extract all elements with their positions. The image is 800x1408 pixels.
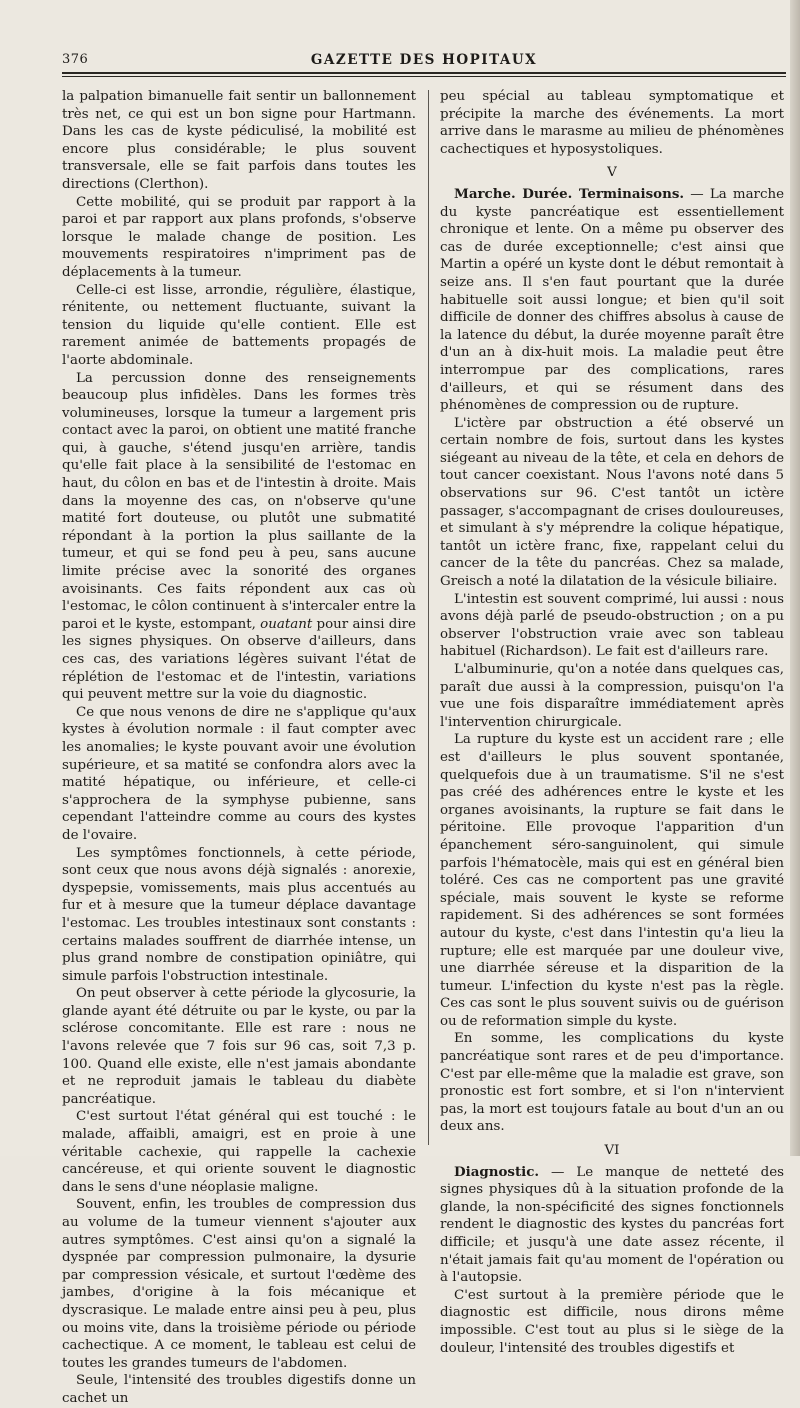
paragraph: La rupture du kyste est un accident rare ; elle est d'ailleurs le plus souvent spontanée, quelquefois due à un traumatisme. S'il ne s'est pas créé des adhérences entre le kyste et les organes avoisinants, la rupture se fait dans le péritoine. Elle provoque l'apparition d'un épanchement séro-sanguinolent, qui simule parfois l'hématocèle, mais qui est en général bien toléré. Ces cas ne comportent pas une gravité spéciale, mais souvent le kyste se reforme rapidement. Si des adhérences se sont formées autour du kyste, c'est dans l'intestin qu'a lieu la rupture; elle est marquée par une douleur vive, une diarrhée séreuse et la disparition de la tumeur. L'infection du kyste n'est pas la règle. Ces cas sont le plus souvent suivis ou de guérison ou de reformation simple du kyste.	[440, 732, 784, 1029]
journal-title: GAZETTE DES HOPITAUX	[310, 52, 538, 68]
paragraph: la palpation bimanuelle fait sentir un ballonnement très net, ce qui est un bon signe pour Hartmann. Dans les cas de kyste pédiculisé, la mobilité est encore plus considérable; le plus souvent transversale, elle se fait parfois dans toutes les directions (Clerthon).	[62, 89, 416, 192]
header-rule-thin	[62, 76, 786, 77]
running-header	[62, 52, 786, 72]
column-divider	[428, 90, 429, 1145]
paragraph: C'est surtout à la première période que le diagnostic est difficile, nous dirons même impossible. C'est tout au plus si le siège de la douleur, l'intensité des troubles digestifs et	[440, 1287, 784, 1356]
paragraph-text: La percussion donne des renseignements beaucoup plus infidèles. Dans les formes très volumineuses, lorsque la tumeur a largement pris contact avec la paroi, on obtient une matité franche qui, à gauche, s'étend jusqu'en arrière, tandis qu'elle fait place à la sensibilité de l'estomac en haut, du côlon en bas et de l'intestin à droite. Mais dans la moyenne des cas, on n'observe qu'une matité fort douteuse, ou plutôt une submatité répondant à la portion la plus saillante de la tumeur, et qui se fond peu à peu, sans aucune limite précise avec la sonorité des organes avoisinants. Ces faits répondent aux cas où l'estomac, le côlon continuent à s'intercaler entre la paroi et le kyste, estompant,	[62, 370, 416, 632]
paragraph: C'est surtout l'état général qui est touché : le malade, affaibli, amaigri, est en proie à une véritable cachexie, qui rappelle la cachexie cancéreuse, et qui oriente souvent le diagnostic dans le sens d'une néoplasie maligne.	[62, 1109, 416, 1195]
left-column	[62, 88, 416, 1408]
paragraph: On peut observer à cette période la glycosurie, la glande ayant été détruite ou par le kyste, ou par la sclérose concomitante. Elle est rare : nous ne l'avons relevée que 7 fois sur 96 cas, soit 7,3 p. 100. Quand elle existe, elle n'est jamais abondante et ne reproduit jamais le tableau du diabète pancréatique.	[62, 986, 416, 1107]
paragraph: L'intestin est souvent comprimé, lui aussi : nous avons déjà parlé de pseudo-obstruction ; on a pu observer l'obstruction vraie avec son tableau habituel (Richardson). Le fait est d'ailleurs rare.	[440, 591, 784, 660]
right-column	[440, 88, 784, 1357]
paragraph: Seule, l'intensité des troubles digestifs donne un cachet un	[62, 1373, 416, 1406]
section-number-v: V	[607, 165, 617, 181]
paragraph: peu spécial au tableau symptomatique et précipite la marche des événements. La mort arrive dans le marasme au milieu de phénomènes cachectiques et hyposystoliques.	[440, 89, 784, 157]
paragraph-text: — La marche du kyste pancréatique est essentiellement chronique et lente. On a même pu observer des cas de durée exceptionnelle; c'est ainsi que Martin a opéré un kyste dont le début remontait à seize ans. Il s'en faut pourtant que la durée habituelle soit aussi longue; et bien qu'il soit difficile de donner des chiffres absolus à cause de la latence du début, la durée moyenne paraît être d'un an à dix-huit mois. La maladie peut être interrompue par des complications, rares d'ailleurs, et qui se résument dans des phénomènes de compression ou de rupture.	[440, 186, 784, 414]
paragraph: Cette mobilité, qui se produit par rapport à la paroi et par rapport aux plans profonds, s'observe lorsque le malade change de position. Les mouvements respiratoires n'impriment pas de déplacements à la tumeur.	[62, 194, 416, 280]
section-v-paragraph	[440, 186, 784, 415]
paragraph: L'ictère par obstruction a été observé un certain nombre de fois, surtout dans les kystes siégeant au niveau de la tête, et cela en dehors de tout cancer coexistant. Nous l'avons noté dans 5 observations sur 96. C'est tantôt un ictère passager, s'accompagnant de crises douloureuses, et simulant à s'y méprendre la colique hépatique, tantôt un ictère franc, fixe, rappelant celui du cancer de la tête du pancréas. Chez sa malade, Greisch a noté la dilatation de la vésicule biliaire.	[440, 415, 784, 590]
page-edge-shadow	[790, 0, 800, 1156]
paragraph-percussion	[62, 370, 416, 704]
paragraph: Celle-ci est lisse, arrondie, régulière, élastique, rénitente, ou nettement fluctuante, suivant la tension du liquide qu'elle contient. Elle est rarement animée de battements propagés de l'aorte abdominale.	[62, 282, 416, 368]
paragraph: En somme, les complications du kyste pancréatique sont rares et de peu d'importance. C'est par elle-même que la maladie est grave, son pronostic est fort sombre, et si l'on n'intervient pas, la mort est toujours fatale au bout d'un an ou deux ans.	[440, 1031, 784, 1135]
page-number: 376	[62, 52, 89, 67]
paragraph: Ce que nous venons de dire ne s'applique qu'aux kystes à évolution normale : il faut compter avec les anomalies; le kyste pouvant avoir une évolution supérieure, et sa matité se confondra alors avec la matité hépatique, ou inférieure, et celle-ci s'approchera de la symphyse pubienne, sans cependant l'atteindre comme au cours des kystes de l'ovaire.	[62, 704, 416, 843]
section-heading: Marche. Durée. Terminaisons.	[454, 185, 685, 202]
italic-word: ouatant	[260, 616, 313, 632]
section-vi-paragraph	[440, 1164, 784, 1287]
paragraph: L'albuminurie, qu'on a notée dans quelques cas, paraît due aussi à la compression, puisqu'on l'a vue une fois disparaître immédiatement après l'intervention chirurgicale.	[440, 662, 784, 730]
paragraph-text: — Le manque de netteté des signes physiques dû à la situation profonde de la glande, la non-spécificité des signes fonctionnels rendent le diagnostic des kystes du pancréas fort difficile; et jusqu'à une date assez récente, il n'était jamais fait qu'au moment de l'opération ou à l'autopsie.	[440, 1164, 784, 1286]
paragraph-text-continued: pour ainsi dire les signes physiques. On observe d'ailleurs, dans ces cas, des variations légères suivant l'état de réplétion de l'estomac et de l'intestin, variations qui peuvent mettre sur la voie du diagnostic.	[62, 616, 416, 703]
paragraph: Les symptômes fonctionnels, à cette période, sont ceux que nous avons déjà signalés : anorexie, dyspepsie, vomissements, mais plus accentués au fur et à mesure que la tumeur déplace davantage l'estomac. Les troubles intestinaux sont constants : certains malades souffrent de diarrhée intense, un plus grand nombre de constipation opiniâtre, qui simule parfois l'obstruction intestinale.	[62, 845, 416, 984]
paragraph: Souvent, enfin, les troubles de compression dus au volume de la tumeur viennent s'ajouter aux autres symptômes. C'est ainsi qu'on a signalé la dyspnée par compression pulmonaire, la dysurie par compression vésicale, et surtout l'œdème des jambes, d'origine à la fois mécanique et dyscrasique. Le malade entre ainsi peu à peu, plus ou moins vite, dans la troisième période ou période cachectique. A ce moment, le tableau est celui de toutes les grandes tumeurs de l'abdomen.	[62, 1197, 416, 1371]
header-rule-thick	[62, 72, 786, 74]
section-number-vi: VI	[604, 1143, 620, 1159]
section-heading: Diagnostic.	[454, 1163, 540, 1180]
